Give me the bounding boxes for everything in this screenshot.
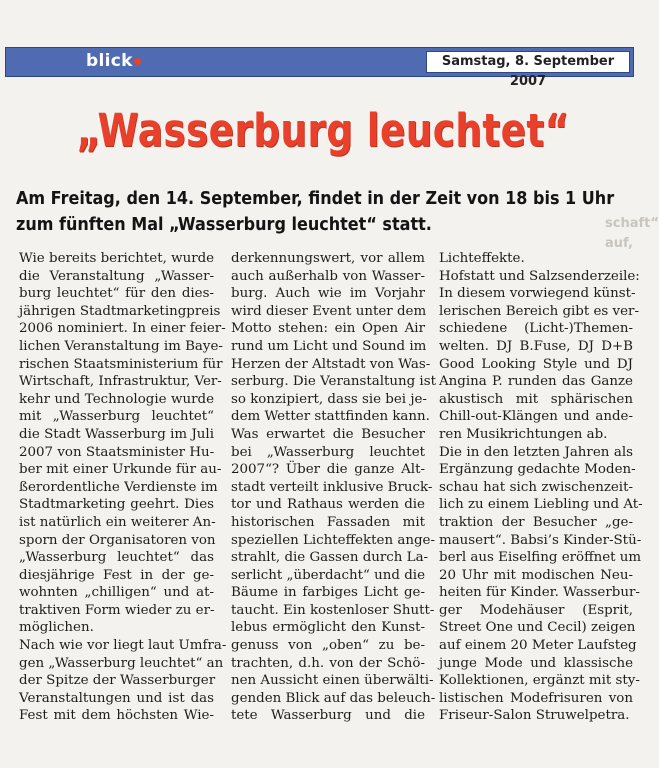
article-text-line: junge Mode und klassische (439, 655, 633, 671)
article-text-line: 2007 von Staatsminister Hu- (19, 444, 215, 460)
logo-dot-icon (134, 58, 141, 65)
article-text-line: serlicht „überdacht“ und die (231, 567, 426, 583)
article-text-line: schiedene (Licht-)Themen- (439, 321, 633, 337)
article-text-line: ist natürlich ein weiterer An- (19, 514, 216, 530)
article-text-line: mit „Wasserburg leuchtet“ (19, 409, 214, 425)
article-text-line: stadt verteilt inklusive Bruck- (231, 479, 433, 495)
article-text-line: lichen Veranstaltung im Baye- (19, 338, 223, 354)
article-text-line: Die in den letzten Jahren als (439, 444, 633, 460)
article-text-line: der Spitze der Wasserburger (19, 673, 216, 689)
article-text-line: traktiven Form wieder zu er- (19, 602, 215, 618)
masthead-bar (5, 47, 634, 89)
article-text-line: speziellen Lichteffekten ange- (231, 532, 435, 548)
article-text-line: lich zu einem Liebling und At- (439, 497, 643, 513)
article-text-line: sporn der Organisatoren von (19, 532, 216, 548)
article-text-line: Stadtmarketing geehrt. Dies (19, 497, 214, 513)
article-text-line: Street One und Cecil) zeigen (439, 620, 636, 636)
article-text-line: rund um Licht und Sound im (231, 338, 427, 354)
article-text-line: genuss von „oben“ zu be- (231, 638, 425, 654)
article-text-line: jährigen Stadtmarketingpreis (19, 303, 221, 319)
article-text-line: ger Modehäuser (Esprit, (439, 602, 633, 618)
article-text-line: In diesem vorwiegend künst- (439, 286, 636, 302)
article-text-line: akustisch mit sphärischen (439, 391, 633, 407)
article-text-line: historischen Fassaden mit (231, 514, 425, 530)
article-text-line: Friseur-Salon Struwelpetra. (439, 708, 630, 724)
article-text-line: 20 Uhr mit modischen Neu- (439, 567, 633, 583)
article-text-line: 2006 nominiert. In einer feier- (19, 321, 226, 337)
article-text-line: nen Aussicht einen überwälti- (231, 673, 434, 689)
article-text-line: traktion der Besucher „ge- (439, 514, 633, 530)
article-text-line: wohnten „chilligen“ und at- (19, 585, 214, 601)
article-subheadline (16, 186, 615, 238)
article-headline: „Wasserburg leuchtet“ (76, 104, 570, 157)
article-text-line: Wirtschaft, Infrastruktur, Ver- (19, 374, 222, 390)
article-text-line: Good Looking Style und DJ (439, 356, 633, 372)
article-text-line: Fest mit dem höchsten Wie- (19, 708, 214, 724)
article-text-line: Motto stehen: ein Open Air (231, 321, 425, 337)
article-text-line: genden Blick auf das beleuch- (231, 690, 436, 706)
article-text-line: diesjährige Fest in der ge- (19, 567, 214, 583)
article-text-line: berl aus Eiselfing eröffnet um (439, 550, 642, 566)
article-text-line: Nach wie vor liegt laut Umfra- (19, 638, 227, 654)
article-text-line: burg leuchtet“ für den dies- (19, 286, 214, 302)
article-text-line: die Stadt Wasserburg im Juli (19, 426, 214, 442)
article-text-line: Hofstatt und Salzsenderzeile: (439, 268, 640, 284)
article-text-line: auch außerhalb von Wasser- (231, 268, 425, 284)
article-text-line: heiten für Kinder. Wasserbur- (439, 585, 640, 601)
article-text-line: so konzipiert, dass sie bei je- (231, 391, 427, 407)
article-column-3 (439, 250, 643, 725)
subhead-line: Am Freitag, den 14. September, findet in der Zeit von 18 bis 1 Uhr (16, 188, 615, 209)
article-text-line: Lichteffekte. (439, 251, 525, 266)
article-text-line: tor und Rathaus werden die (231, 497, 425, 513)
article-text-line: Kollektionen, ergänzt mit sty- (439, 673, 640, 689)
article-text-line: möglichen. (19, 620, 94, 636)
article-text-line: derkennungswert, vor allem (231, 251, 425, 266)
article-text-line: welten. DJ B.Fuse, DJ D+B (439, 338, 633, 354)
article-text-line: Angina P. runden das Ganze (439, 374, 633, 390)
article-text-line: bei „Wasserburg leuchtet (231, 444, 425, 460)
article-text-line: listischen Modefrisuren von (439, 690, 633, 706)
article-text-line: ber mit einer Urkunde für au- (19, 462, 222, 478)
article-text-line: lerischen Bereich gibt es ver- (439, 303, 639, 319)
publication-date: Samstag, 8. September 2007 (426, 51, 630, 73)
article-text-line: dem Wetter stattfinden kann. (231, 409, 430, 425)
article-text-line: „Wasserburg leuchtet“ das (19, 550, 214, 566)
article-text-line: taucht. Ein kostenloser Shutt- (231, 602, 435, 618)
article-text-line: strahlt, die Gassen durch La- (231, 550, 429, 566)
article-text-line: Ergänzung gedachte Moden- (439, 462, 636, 478)
article-text-line: lebus ermöglicht den Kunst- (231, 620, 425, 636)
article-text-line: die Veranstaltung „Wasser- (19, 268, 214, 284)
article-text-line: rischen Staatsministerium für (19, 356, 223, 372)
article-text-line: kehr und Technologie wurde (19, 391, 214, 407)
blick-logo: blick (86, 51, 141, 71)
article-text-line: serburg. Die Veranstaltung ist (231, 374, 436, 390)
article-text-line: mausert“. Babsi’s Kinder-Stü- (439, 532, 642, 548)
article-column-2 (231, 250, 436, 725)
article-text-line: trachten, d.h. von der Schö- (231, 655, 425, 671)
article-text-line: auf einem 20 Meter Laufsteg (439, 638, 637, 654)
article-text-line: wird dieser Event unter dem (231, 303, 427, 319)
adjacent-article-fragment: schaft“ auf, (605, 216, 659, 251)
article-text-line: burg. Auch wie im Vorjahr (231, 286, 425, 302)
subhead-line: zum fünften Mal „Wasserburg leuchtet“ statt. (16, 214, 432, 235)
article-text-line: schau hat sich zwischenzeit- (439, 479, 633, 495)
article-column-1 (19, 250, 227, 725)
article-text-line: Veranstaltungen und ist das (19, 690, 214, 706)
article-text-line: 2007“? Über die ganze Alt- (231, 462, 425, 478)
article-text-line: Bäume in farbiges Licht ge- (231, 585, 425, 601)
article-text-line: tete Wasserburg und die (231, 708, 425, 724)
article-text-line: Herzen der Altstadt von Was- (231, 356, 431, 372)
article-text-line: Chill-out-Klängen und ande- (439, 409, 633, 425)
article-text-line: ßerordentliche Verdienste im (19, 479, 218, 495)
article-text-line: Wie bereits berichtet, wurde (19, 251, 215, 266)
article-text-line: gen „Wasserburg leuchtet“ an (19, 655, 224, 671)
article-text-line: Was erwartet die Besucher (231, 426, 425, 442)
article-text-line: ren Musikrichtungen ab. (439, 426, 608, 442)
